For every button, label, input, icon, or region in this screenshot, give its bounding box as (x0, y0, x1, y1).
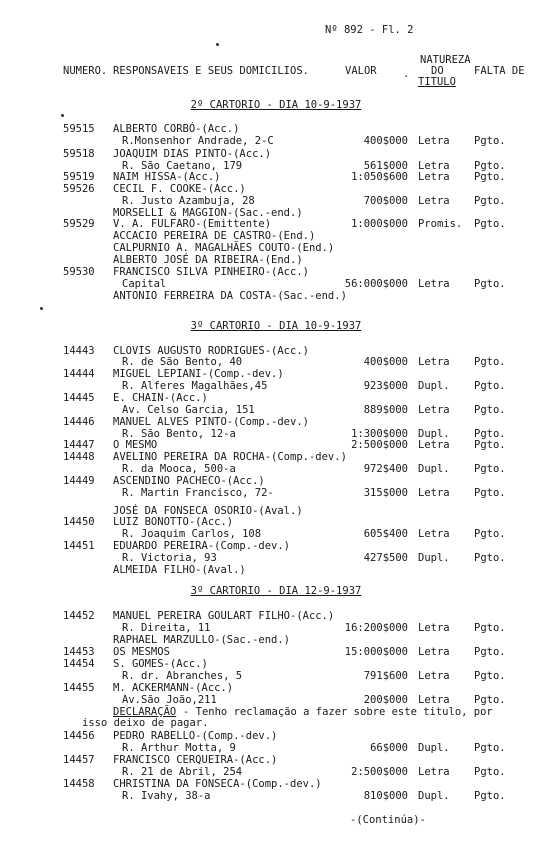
entry-nature: Letra (418, 646, 450, 658)
entry-nature: Letra (418, 404, 450, 416)
entry-value: 15:000$000 (344, 646, 408, 658)
entry-value: 810$000 (363, 790, 408, 802)
entry-name: CECIL F. COOKE-(Acc.) (113, 183, 246, 195)
entry-nature: Letra (418, 356, 450, 368)
entry-value: 700$000 (363, 195, 408, 207)
entry-number: 59515 (63, 123, 95, 135)
entry-address: R. São Caetano, 179 (122, 160, 243, 172)
entry-number: 14450 (63, 516, 95, 528)
entry-number: 59530 (63, 266, 95, 278)
entry-nature: Dupl. (418, 463, 450, 475)
header-falta: FALTA DE (474, 65, 525, 77)
entry-value: 200$000 (363, 694, 408, 706)
entry-nature: Letra (418, 622, 450, 634)
entry-name: ALBERTO JOSÉ DA RIBEIRA-(End.) (113, 254, 303, 266)
entry-name: S. GOMES-(Acc.) (113, 658, 208, 670)
entry-name: LUIZ BONOTTO-(Acc.) (113, 516, 234, 528)
entry-nature: Dupl. (418, 790, 450, 802)
entry-address: R. de São Bento, 40 (122, 356, 243, 368)
header-natureza: NATUREZA (420, 54, 471, 66)
entry-name: CHRISTINA DA FONSECA-(Comp.-dev.) (113, 778, 322, 790)
entry-nature: Dupl. (418, 380, 450, 392)
entry-name: FRANCISCO SILVA PINHEIRO-(Acc.) (113, 266, 309, 278)
entry-falta: Pgto. (474, 439, 506, 451)
entry-nature: Letra (418, 670, 450, 682)
entry-name: E. CHAIN-(Acc.) (113, 392, 208, 404)
entry-number: 59519 (63, 171, 95, 183)
declaration-label: DECLARAÇÃO (113, 706, 177, 718)
entry-name: NAIM HISSA-(Acc.) (113, 171, 221, 183)
section-title: 2º CARTORIO - DIA 10-9-1937 (190, 99, 362, 111)
entry-name: CALPURNIO A. MAGALHÃES COUTO-(End.) (113, 242, 335, 254)
entry-address: R. Martin Francisco, 72- (122, 487, 274, 499)
entry-falta: Pgto. (474, 670, 506, 682)
entry-number: 59526 (63, 183, 95, 195)
entry-address: R. Joaquim Carlos, 108 (122, 528, 262, 540)
entry-number: 14457 (63, 754, 95, 766)
header-separator-dot: . (403, 68, 410, 80)
entry-address: R. Victoria, 93 (122, 552, 217, 564)
entry-falta: Pgto. (474, 380, 506, 392)
entry-number: 14454 (63, 658, 95, 670)
entry-nature: Promis. (418, 218, 463, 230)
entry-name: PEDRO RABELLO-(Comp.-dev.) (113, 730, 278, 742)
entry-name: MORSELLI & MAGGION-(Sac.-end.) (113, 207, 303, 219)
entry-nature: Letra (418, 135, 450, 147)
entry-falta: Pgto. (474, 160, 506, 172)
entry-number: 14453 (63, 646, 95, 658)
entry-address: R.Monsenhor Andrade, 2-C (122, 135, 274, 147)
entry-falta: Pgto. (474, 528, 506, 540)
entry-name: ALMEIDA FILHO-(Aval.) (113, 564, 246, 576)
entry-number: 14444 (63, 368, 95, 380)
entry-value: 56:000$000 (344, 278, 408, 290)
entry-number: 14455 (63, 682, 95, 694)
entry-name: ACCACIO PEREIRA DE CASTRO-(End.) (113, 230, 316, 242)
entry-nature: Letra (418, 439, 450, 451)
entry-value: 2:500$000 (351, 766, 408, 778)
entry-falta: Pgto. (474, 218, 506, 230)
entry-nature: Letra (418, 528, 450, 540)
entry-falta: Pgto. (474, 463, 506, 475)
entry-name: OS MESMOS (113, 646, 170, 658)
entry-falta: Pgto. (474, 552, 506, 564)
entry-name: V. A. FULFARO-(Emittente) (113, 218, 272, 230)
entry-address: R. Direita, 11 (122, 622, 211, 634)
entry-falta: Pgto. (474, 195, 506, 207)
entry-value: 923$000 (363, 380, 408, 392)
entry-address: R. Ivahy, 38-a (122, 790, 211, 802)
entry-falta: Pgto. (474, 428, 506, 440)
entry-number: 14445 (63, 392, 95, 404)
entry-address: Av. Celso Garcia, 151 (122, 404, 255, 416)
entry-name: ASCENDINO PACHECO-(Acc.) (113, 475, 265, 487)
entry-falta: Pgto. (474, 135, 506, 147)
entry-number: 14448 (63, 451, 95, 463)
entry-value: 315$000 (363, 487, 408, 499)
entry-falta: Pgto. (474, 356, 506, 368)
entry-name: MANUEL PEREIRA GOULART FILHO-(Acc.) (113, 610, 335, 622)
section-title: 3º CARTORIO - DIA 10-9-1937 (190, 320, 362, 332)
page-reference: Nº 892 - Fl. 2 (325, 24, 414, 36)
entry-value: 1:300$000 (351, 428, 408, 440)
entry-address: R. dr. Abranches, 5 (122, 670, 243, 682)
entry-name: ALBERTO CORBÓ-(Acc.) (113, 123, 240, 135)
entry-value: 400$000 (363, 356, 408, 368)
entry-value: 972$400 (363, 463, 408, 475)
entry-name: JOSÉ DA FONSECA OSORIO-(Aval.) (113, 505, 303, 517)
entry-number: 14446 (63, 416, 95, 428)
entry-falta: Pgto. (474, 766, 506, 778)
entry-falta: Pgto. (474, 622, 506, 634)
entry-value: 889$000 (363, 404, 408, 416)
entry-falta: Pgto. (474, 742, 506, 754)
entry-number: 59518 (63, 148, 95, 160)
entry-name: M. ACKERMANN-(Acc.) (113, 682, 234, 694)
entry-number: 14458 (63, 778, 95, 790)
entry-number: 14456 (63, 730, 95, 742)
entry-number: 14447 (63, 439, 95, 451)
entry-address: R. 21 de Abril, 254 (122, 766, 243, 778)
entry-address: R. São Bento, 12-a (122, 428, 236, 440)
entry-address: R. da Mooca, 500-a (122, 463, 236, 475)
header-do: DO (431, 65, 444, 77)
declaration-text: - Tenho reclamação a fazer sobre este titulo, por (183, 706, 493, 718)
entry-value: 1:000$000 (351, 218, 408, 230)
entry-falta: Pgto. (474, 171, 506, 183)
entry-falta: Pgto. (474, 278, 506, 290)
entry-address: R. Alferes Magalhães,45 (122, 380, 268, 392)
entry-value: 791$600 (363, 670, 408, 682)
entry-name: MANUEL ALVES PINTO-(Comp.-dev.) (113, 416, 309, 428)
entry-value: 427$500 (363, 552, 408, 564)
entry-number: 14449 (63, 475, 95, 487)
entry-nature: Letra (418, 195, 450, 207)
entry-falta: Pgto. (474, 646, 506, 658)
entry-nature: Letra (418, 171, 450, 183)
entry-name: EDUARDO PEREIRA-(Comp.-dev.) (113, 540, 291, 552)
entry-number: 59529 (63, 218, 95, 230)
entry-address: R. Justo Azambuja, 28 (122, 195, 255, 207)
entry-falta: Pgto. (474, 790, 506, 802)
entry-address: Av.São João,211 (122, 694, 217, 706)
header-valor: VALOR (345, 65, 377, 77)
entry-name: O MESMO (113, 439, 158, 451)
entry-nature: Letra (418, 278, 450, 290)
entry-number: 14443 (63, 345, 95, 357)
entry-address: Capital (122, 278, 167, 290)
entry-value: 16:200$000 (344, 622, 408, 634)
entry-falta: Pgto. (474, 487, 506, 499)
ink-speck (40, 307, 43, 310)
ink-speck (216, 43, 219, 46)
continuation-note: -(Continúa)- (350, 814, 426, 826)
entry-nature: Letra (418, 694, 450, 706)
entry-value: 605$400 (363, 528, 408, 540)
entry-value: 66$000 (370, 742, 408, 754)
section-title: 3º CARTORIO - DIA 12-9-1937 (190, 585, 362, 597)
entry-value: 561$000 (363, 160, 408, 172)
entry-falta: Pgto. (474, 404, 506, 416)
entry-name: isso deixo de pagar. (82, 717, 209, 729)
entry-nature: Dupl. (418, 552, 450, 564)
entry-name: CLOVIS AUGUSTO RODRIGUES-(Acc.) (113, 345, 309, 357)
entry-value: 2:500$000 (351, 439, 408, 451)
entry-nature: Dupl. (418, 428, 450, 440)
entry-number: 14451 (63, 540, 95, 552)
entry-falta: Pgto. (474, 694, 506, 706)
entry-nature: Letra (418, 766, 450, 778)
entry-address: R. Arthur Motta, 9 (122, 742, 236, 754)
entry-number: 14452 (63, 610, 95, 622)
entry-nature: Letra (418, 160, 450, 172)
entry-name: RAPHAEL MARZULLO-(Sac.-end.) (113, 634, 291, 646)
ink-speck (61, 114, 64, 117)
entry-value: 400$000 (363, 135, 408, 147)
entry-nature: Letra (418, 487, 450, 499)
entry-name: JOAQUIM DIAS PINTO-(Acc.) (113, 148, 272, 160)
entry-name: FRANCISCO CERQUEIRA-(Acc.) (113, 754, 278, 766)
header-titulo: TITULO (418, 76, 456, 88)
header-responsaveis: RESPONSAVEIS E SEUS DOMICILIOS. (113, 65, 309, 77)
header-numero: NUMERO. (63, 65, 108, 77)
entry-value: 1:050$600 (351, 171, 408, 183)
entry-name: ANTONIO FERREIRA DA COSTA-(Sac.-end.) (113, 290, 347, 302)
entry-name: AVELINO PEREIRA DA ROCHA-(Comp.-dev.) (113, 451, 347, 463)
entry-name: MIGUEL LEPIANI-(Comp.-dev.) (113, 368, 284, 380)
entry-nature: Dupl. (418, 742, 450, 754)
